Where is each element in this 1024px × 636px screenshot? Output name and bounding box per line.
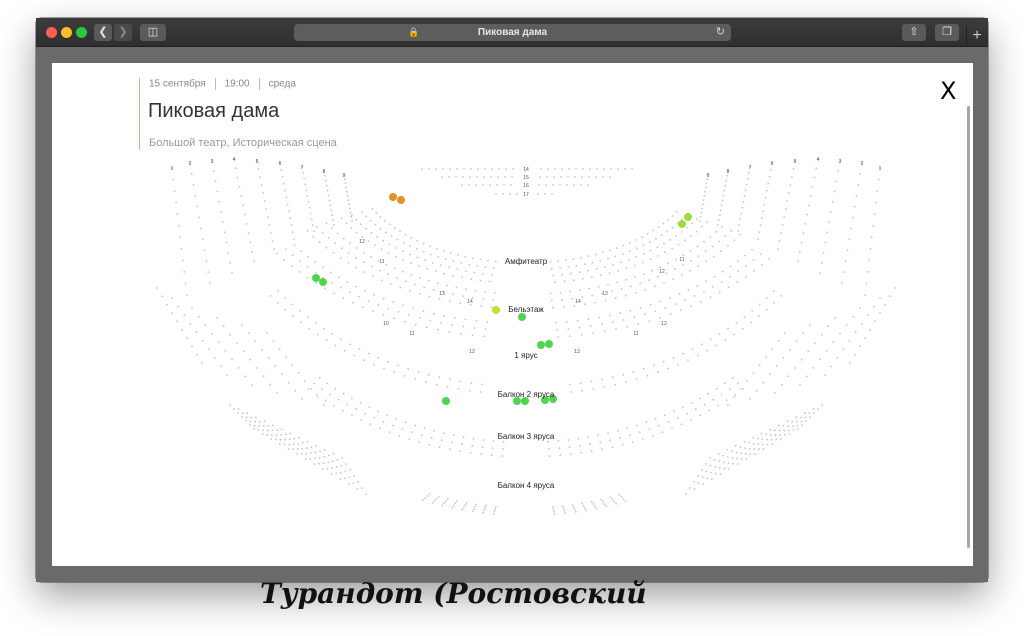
- available-seat[interactable]: [545, 340, 553, 348]
- row-label: 6: [278, 161, 282, 167]
- row-label: 14: [467, 299, 473, 305]
- address-bar-title: Пиковая дама: [477, 27, 548, 38]
- section-label-balcony3: Балкон 3 яруса: [497, 432, 555, 441]
- available-seat[interactable]: [442, 397, 450, 405]
- row-label: 3: [838, 159, 842, 165]
- plus-icon[interactable]: +: [966, 26, 987, 46]
- available-seats[interactable]: [312, 193, 692, 405]
- available-seat[interactable]: [397, 196, 405, 204]
- row-label: 12: [359, 239, 365, 245]
- reload-icon[interactable]: ↻: [715, 26, 725, 38]
- row-label-top: 14: [523, 167, 529, 173]
- row-label: 13: [439, 291, 445, 297]
- available-seat[interactable]: [312, 274, 320, 282]
- browser-toolbar: [36, 18, 988, 47]
- lock-icon: 🔒: [408, 27, 420, 37]
- row-label: 9: [342, 173, 346, 179]
- available-seat[interactable]: [684, 213, 692, 221]
- available-seat[interactable]: [389, 193, 397, 201]
- row-label: 4: [232, 157, 236, 163]
- row-label-top: 16: [523, 183, 529, 189]
- row-label: 13: [574, 349, 580, 355]
- page-content: [36, 47, 988, 610]
- browser-window: [36, 18, 988, 610]
- event-time: 19:00: [224, 78, 250, 90]
- row-label: 5: [793, 159, 797, 165]
- row-label: 4: [816, 157, 820, 163]
- row-label: 5: [255, 159, 259, 165]
- row-label: 12: [469, 349, 475, 355]
- available-seat[interactable]: [518, 313, 526, 321]
- available-seat[interactable]: [492, 306, 500, 314]
- event-venue: Большой театр, Историческая сцена: [149, 137, 337, 149]
- row-label: 8: [726, 169, 730, 175]
- section-label-amphitheatre: Амфитеатр: [504, 257, 548, 266]
- row-label: 6: [770, 161, 774, 167]
- event-date: 15 сентября: [149, 78, 206, 90]
- row-label: 11: [633, 331, 639, 337]
- row-label: 2: [860, 161, 864, 167]
- close-icon[interactable]: X: [940, 77, 957, 105]
- row-label: 7: [300, 165, 304, 171]
- available-seat[interactable]: [537, 341, 545, 349]
- available-seat[interactable]: [678, 220, 686, 228]
- row-label: 14: [575, 299, 581, 305]
- row-label: 1: [878, 166, 882, 172]
- row-label-top: 15: [523, 175, 529, 181]
- available-seat[interactable]: [319, 278, 327, 286]
- row-label: 3: [210, 159, 214, 165]
- tabs-icon[interactable]: ❐: [935, 24, 959, 41]
- row-label: 1: [170, 166, 174, 172]
- event-weekday: среда: [268, 78, 296, 90]
- section-label-tier1: 1 ярус: [514, 351, 538, 360]
- unavailable-seats: [156, 158, 896, 515]
- row-label: 13: [602, 291, 608, 297]
- row-label: 10: [383, 321, 389, 327]
- event-title: Пиковая дама: [148, 100, 280, 122]
- row-label: 7: [748, 165, 752, 171]
- row-label: 9: [706, 173, 710, 179]
- row-label-top: 17: [523, 192, 529, 198]
- seat-map[interactable]: [52, 63, 973, 566]
- address-bar[interactable]: [294, 24, 731, 41]
- minimize-window-button[interactable]: [61, 27, 72, 38]
- row-label: 8: [322, 169, 326, 175]
- row-label: 11: [379, 259, 385, 265]
- row-label: 12: [659, 269, 665, 275]
- section-label-balcony2: Балкон 2 яруса: [497, 390, 555, 399]
- zoom-window-button[interactable]: [76, 27, 87, 38]
- seat-map-modal: [52, 63, 973, 566]
- row-label: 11: [679, 257, 685, 263]
- sidebar-icon[interactable]: ◫: [140, 24, 166, 41]
- share-icon[interactable]: ⇧: [902, 24, 926, 41]
- section-label-beletage: Бельэтаж: [508, 305, 544, 314]
- row-labels: [171, 157, 882, 355]
- chevron-right-icon[interactable]: ❯: [114, 24, 132, 41]
- chevron-left-icon[interactable]: ❮: [94, 24, 112, 41]
- row-label: 11: [409, 331, 415, 337]
- background-page-title: Турандот (Ростовский: [260, 577, 647, 610]
- row-label: 2: [188, 161, 192, 167]
- close-window-button[interactable]: [46, 27, 57, 38]
- section-label-balcony4: Балкон 4 яруса: [497, 481, 555, 490]
- row-label: 12: [661, 321, 667, 327]
